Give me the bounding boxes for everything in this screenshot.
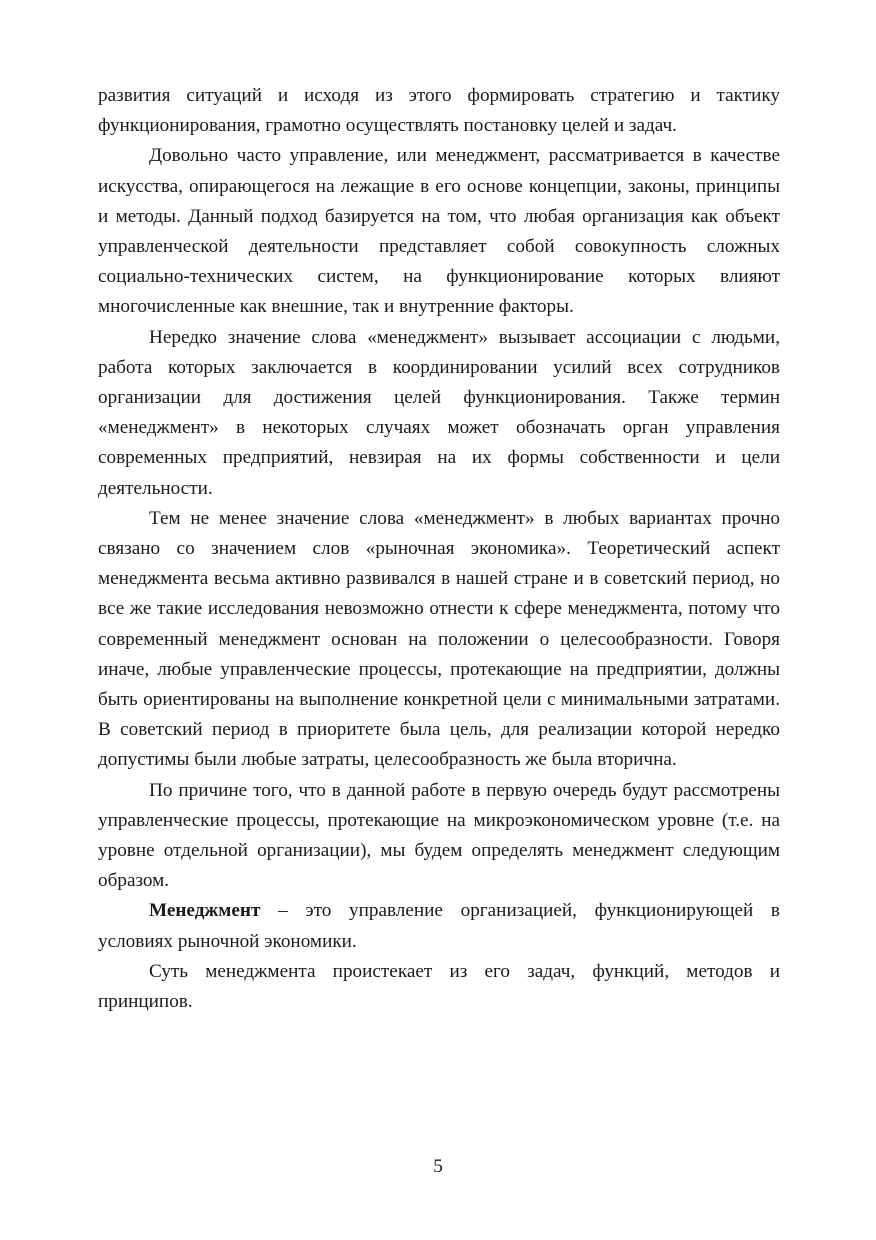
page-number: 5	[433, 1156, 443, 1177]
paragraph-continuation: развития ситуаций и исходя из этого формировать стратегию и тактику функционирования, грамотно осуществлять постановку целей и задач.	[98, 85, 780, 137]
paragraph-management-meaning: Нередко значение слова «менеджмент» вызывает ассоциации с людьми, работа которых заключается в координировании усилий всех сотрудников организации для достижения целей функционирования. Также термин «менеджмент» в некоторых случаях может обозначать орган управления современных предприятий, невзирая на их формы собственности и цели деятельности.	[98, 326, 780, 499]
paragraph-management-as-art: Довольно часто управление, или менеджмент, рассматривается в качестве искусства, опирающегося на лежащие в его основе концепции, законы, принципы и методы. Данный подход базируется на том, что любая организация как объект управленческой деятельности представляет собой совокупность сложных социально-технических систем, на функционирование которых влияют многочисленные как внешние, так и внутренние факторы.	[98, 145, 780, 318]
paragraph-microeconomic-level: По причине того, что в данной работе в первую очередь будут рассмотрены управленческие процессы, протекающие на микроэкономическом уровне (т.е. на уровне отдельной организации), мы будем определять менеджмент следующим образом.	[98, 779, 780, 892]
definition-term: Менеджмент	[149, 900, 261, 922]
definition-text: – это управление организацией, функционирующей в условиях рыночной экономики.	[98, 900, 780, 952]
paragraph-definition	[98, 896, 780, 956]
paragraph-market-economy: Тем не менее значение слова «менеджмент» в любых вариантах прочно связано со значением слов «рыночная экономика». Теоретический аспект менеджмента весьма активно развивался в нашей стране и в советский период, но все же такие исследования невозможно отнести к сфере менеджмента, потому что современный менеджмент основан на положении о целесообразности. Говоря иначе, любые управленческие процессы, протекающие на предприятии, должны быть ориентированы на выполнение конкретной цели с минимальными затратами. В советский период в приоритете была цель, для реализации которой нередко допустимы были любые затраты, целесообразность же была вторична.	[98, 507, 780, 771]
paragraph-essence: Суть менеджмента проистекает из его задач, функций, методов и принципов.	[98, 960, 780, 1013]
document-body	[98, 81, 780, 1017]
